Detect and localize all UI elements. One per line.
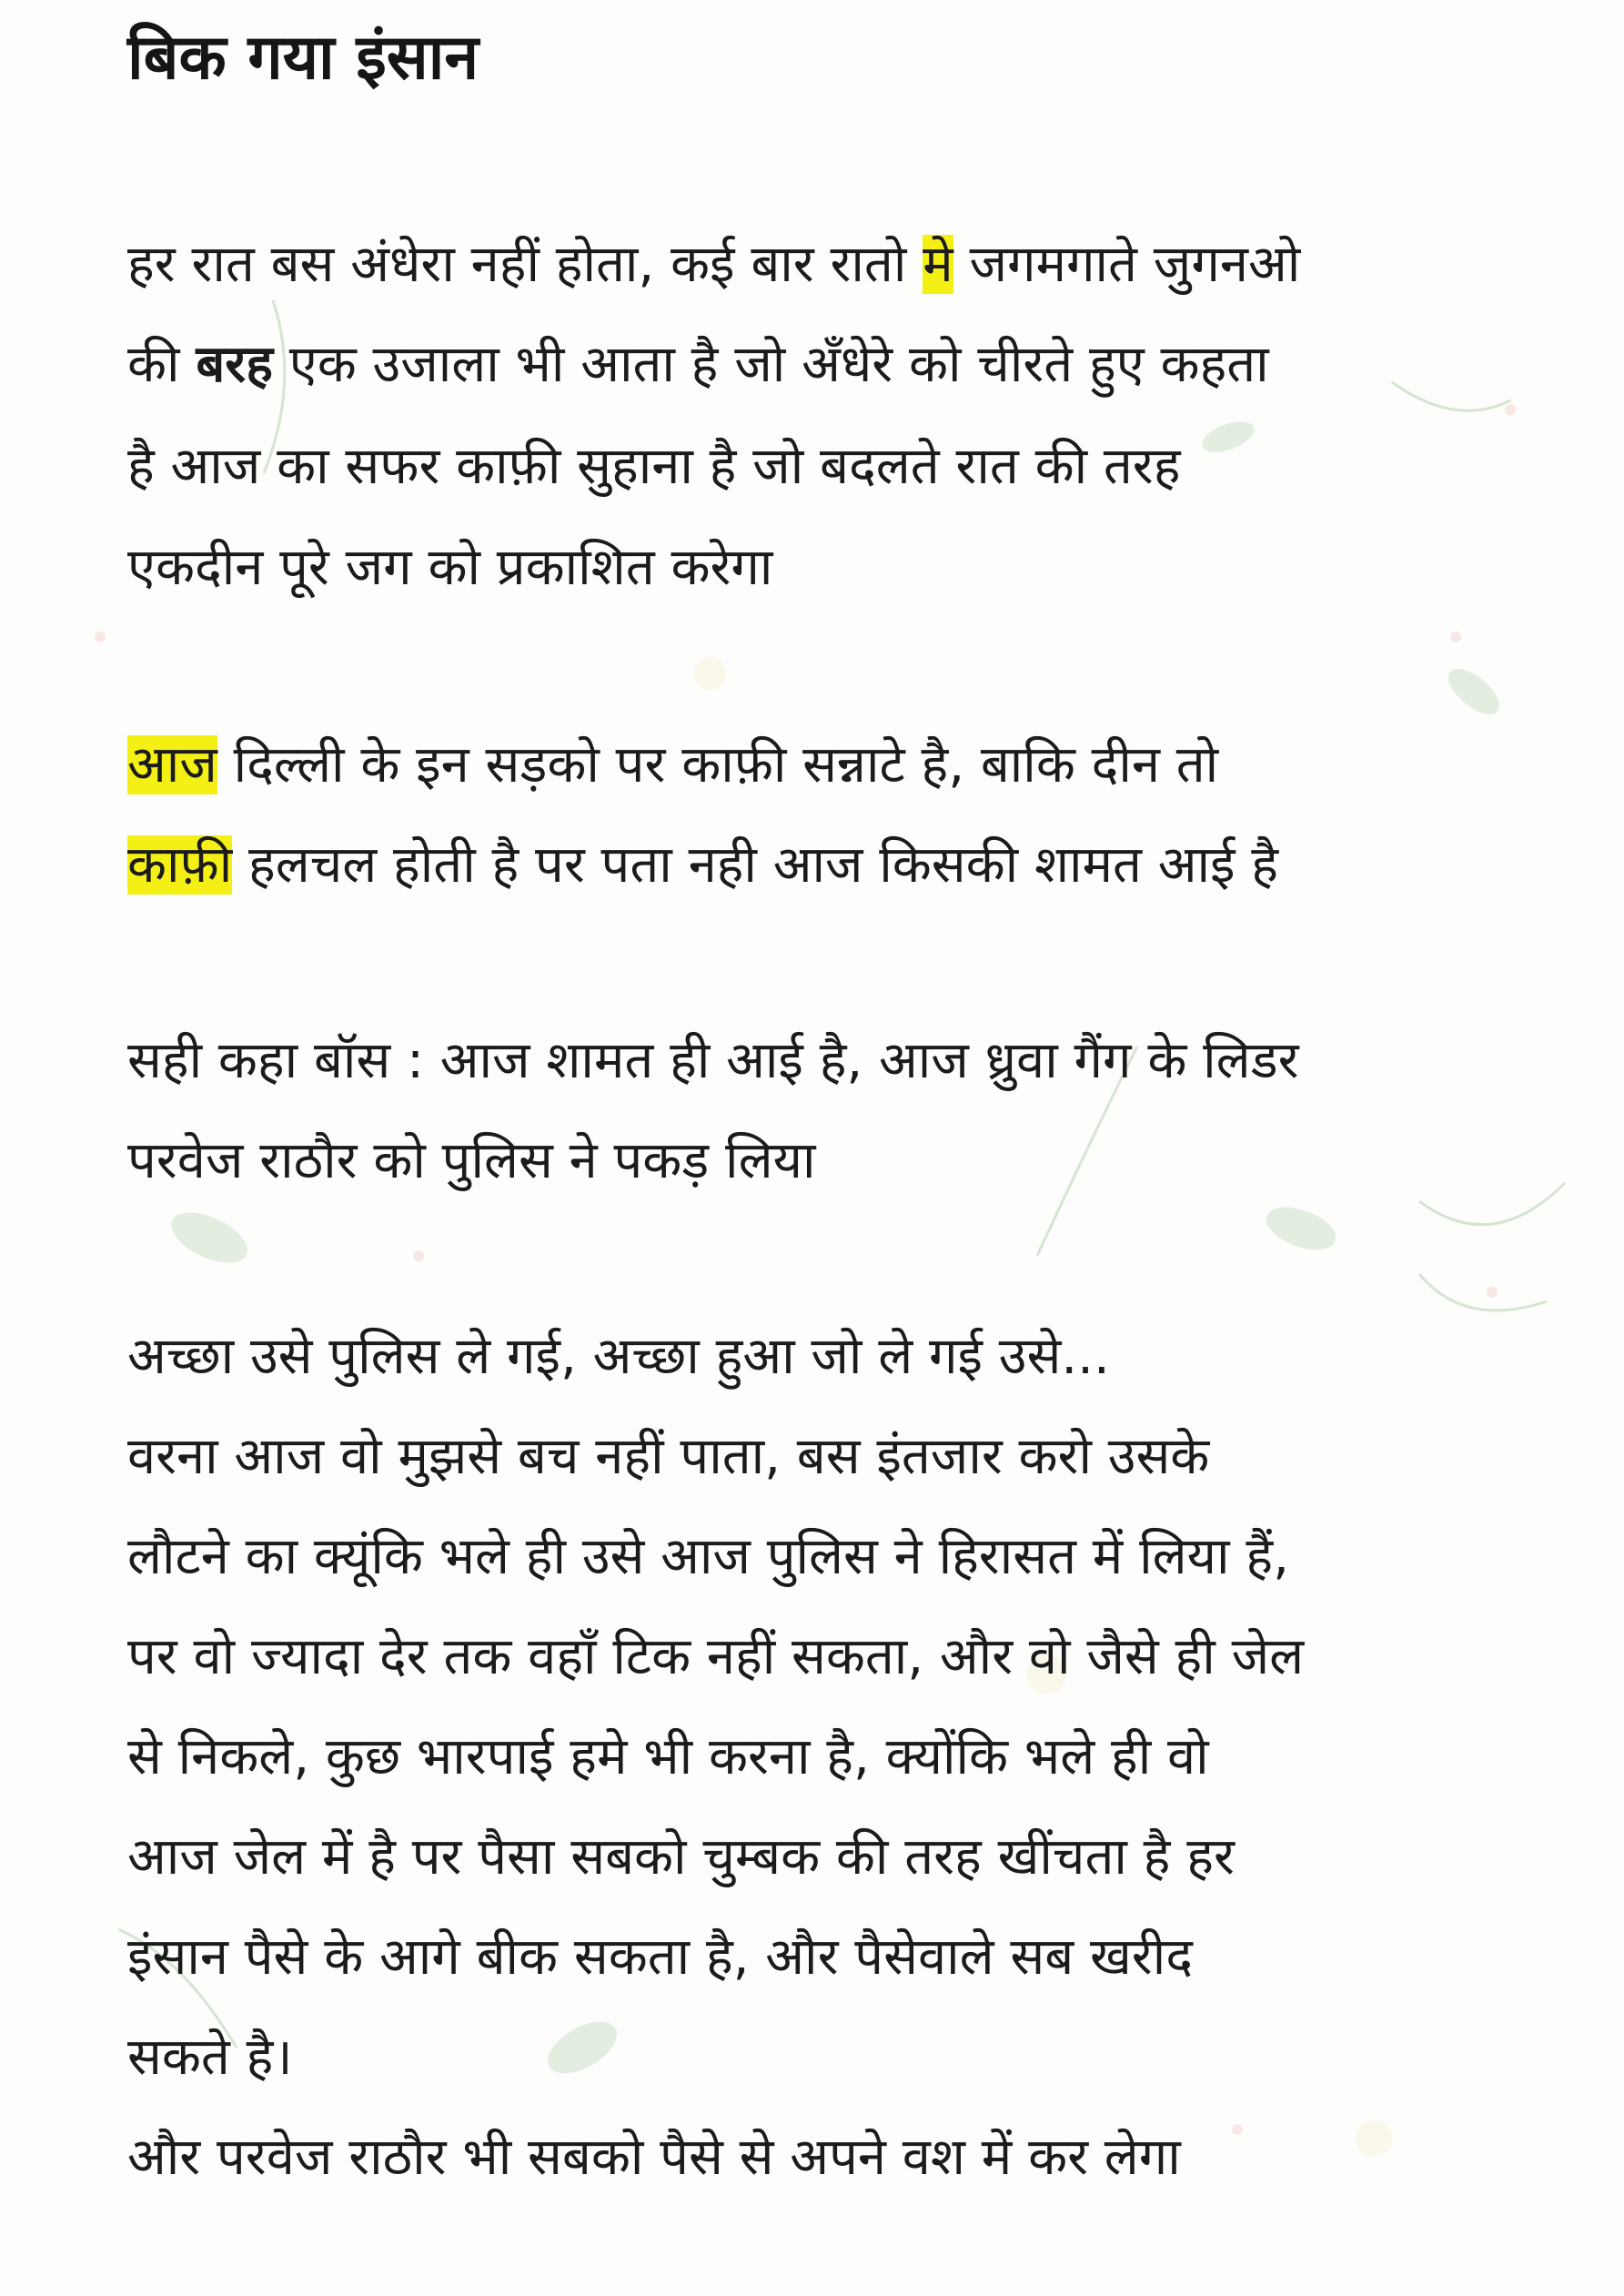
paragraph-2-line-1 — [127, 733, 1218, 799]
paragraph-4-line-9: और परवेज राठौर भी सबको पैसे से अपने वश में कर लेगा — [127, 2128, 1181, 2187]
text-segment: एक उजाला भी आता है जो अँधेरे को चीरते हुए कहता — [272, 335, 1269, 394]
paragraph-4-line-7: इंसान पैसे के आगे बीक सकता है, और पैसेवाले सब खरीद — [127, 1927, 1193, 1987]
highlighted-text: आज — [127, 735, 217, 794]
paragraph-1-line-4: एकदीन पूरे जग को प्रकाशित करेगा — [127, 538, 773, 597]
paragraph-3-line-2: परवेज राठौर को पुलिस ने पकड़ लिया — [127, 1131, 816, 1190]
highlighted-text: काफ़ी — [127, 835, 233, 895]
paragraph-2-line-2 — [127, 833, 1278, 899]
paragraph-4-line-1: अच्छा उसे पुलिस ले गई, अच्छा हुआ जो ले गई उसे... — [127, 1327, 1110, 1386]
paragraph-1-line-2 — [127, 332, 1269, 399]
paragraph-4-line-3: लौटने का क्यूंकि भले ही उसे आज पुलिस ने हिरासत में लिया हैं, — [127, 1527, 1289, 1586]
document-title: बिक गया इंसान — [127, 22, 479, 94]
paragraph-4-line-4: पर वो ज्यादा देर तक वहाँ टिक नहीं सकता, और वो जैसे ही जेल — [127, 1627, 1305, 1686]
paragraph-1-line-1 — [127, 232, 1300, 298]
bold-text: बरह — [196, 335, 273, 394]
paragraph-1-line-3: है आज का सफर काफ़ी सुहाना है जो बदलते रात की तरह — [127, 437, 1181, 496]
text-segment: हलचल होती है पर पता नही आज किसकी शामत आई है — [232, 835, 1279, 895]
text-segment: जगमगाते जुगनओ — [953, 235, 1301, 294]
text-segment: हर रात बस अंधेरा नहीं होता, कई बार रातो — [127, 235, 923, 294]
paragraph-4-line-5: से निकले, कुछ भारपाई हमे भी करना है, क्योंकि भले ही वो — [127, 1727, 1209, 1786]
text-segment: की — [127, 335, 197, 394]
paragraph-4-line-6: आज जेल में है पर पैसा सबको चुम्बक की तरह खींचता है हर — [127, 1827, 1235, 1886]
text-segment: दिल्ली के इन सड़को पर काफ़ी सन्नाटे है, बाकि दीन तो — [217, 735, 1219, 794]
paragraph-3-line-1: सही कहा बॉस : आज शामत ही आई है, आज ध्रुवा गैंग के लिडर — [127, 1031, 1299, 1090]
highlighted-text: मे — [923, 235, 953, 294]
paragraph-4-line-8: सकते है। — [127, 2028, 293, 2087]
paragraph-4-line-2: वरना आज वो मुझसे बच नहीं पाता, बस इंतजार करो उसके — [127, 1427, 1210, 1486]
